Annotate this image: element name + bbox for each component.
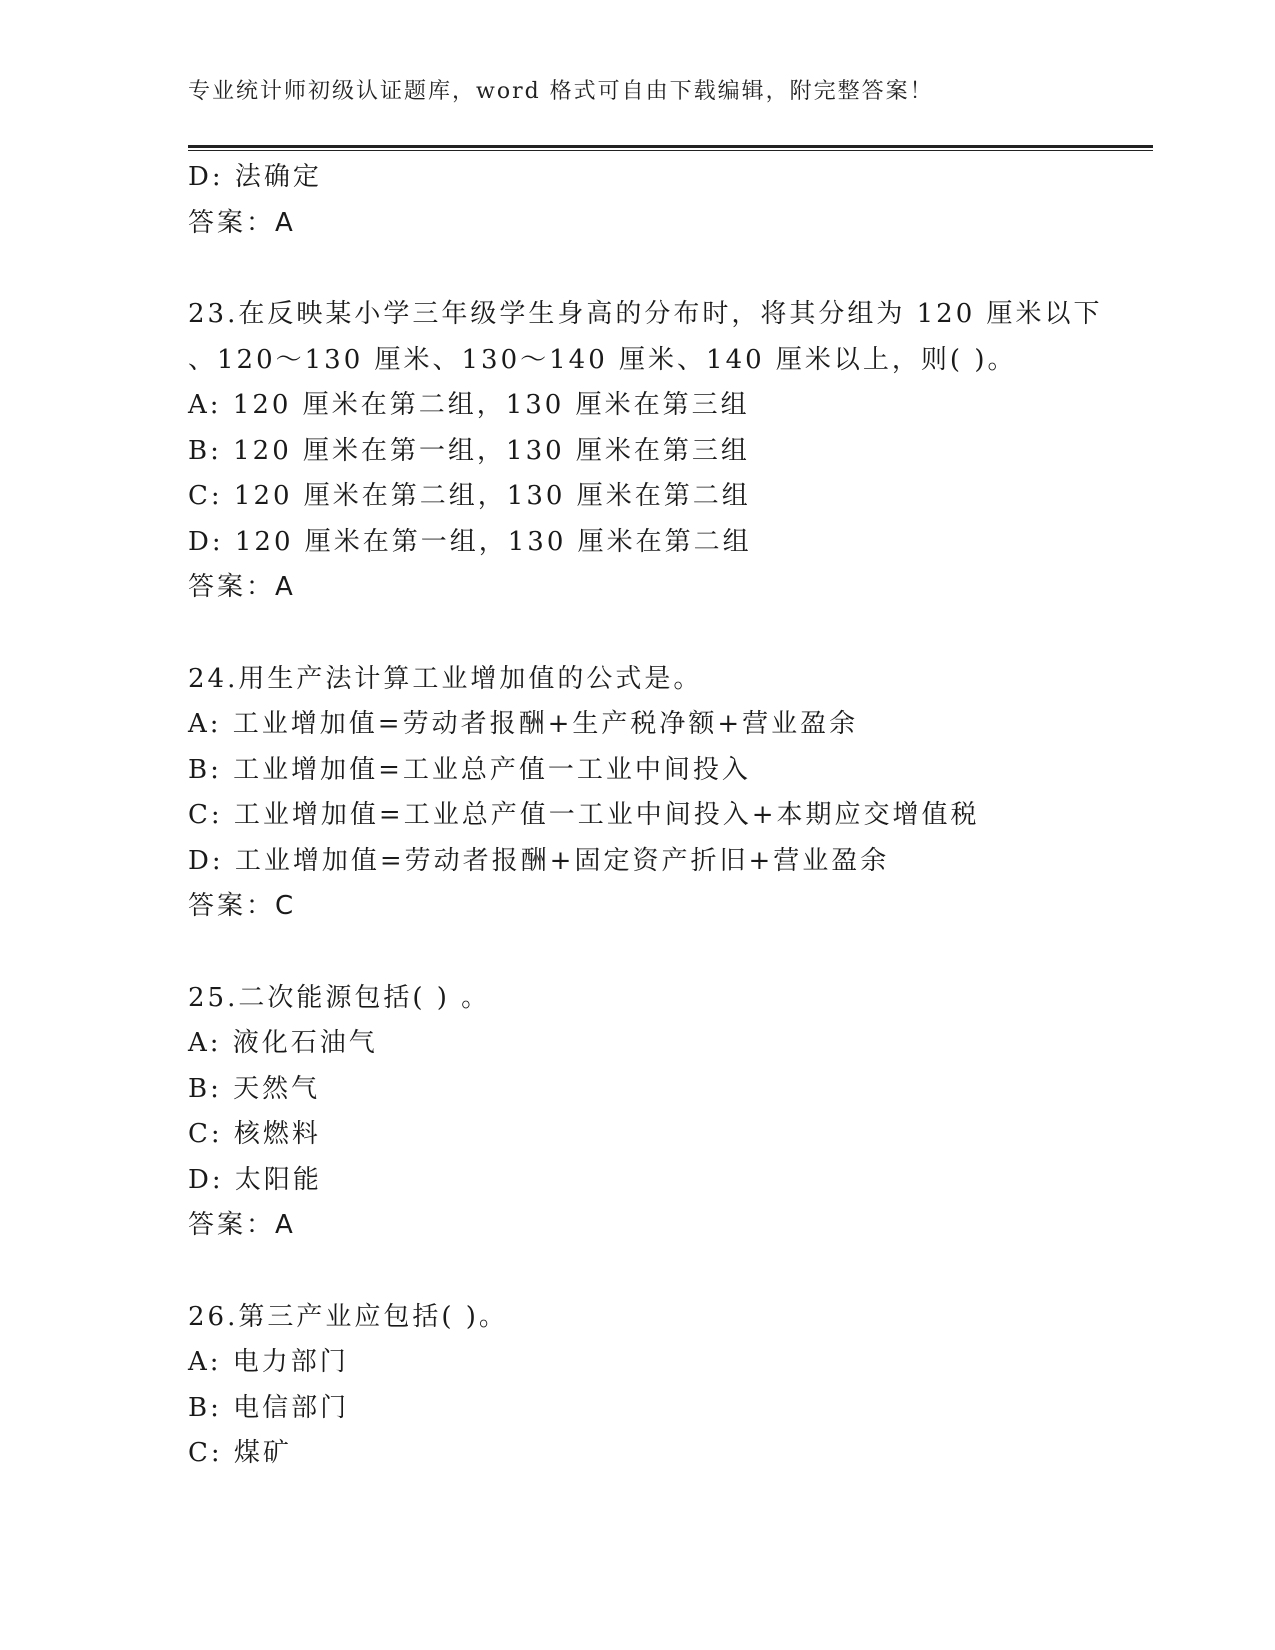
option-d: D: 120 厘米在第一组，130 厘米在第二组 <box>188 526 752 557</box>
option-c: C: 核燃料 <box>188 1119 321 1149</box>
answer: 答案：A <box>188 572 296 602</box>
question-24 <box>188 657 1108 930</box>
option-b: B: 工业增加值=工业总产值一工业中间投入 <box>188 754 751 785</box>
option-c: C: 煤矿 <box>188 1438 292 1468</box>
option-a: A: 工业增加值=劳动者报酬+生产税净额+营业盈余 <box>188 709 859 739</box>
answer: 答案：C <box>188 891 297 921</box>
option-c: C: 工业增加值=工业总产值一工业中间投入+本期应交增值税 <box>188 800 980 830</box>
question-stem-line: 23.在反映某小学三年级学生身高的分布时，将其分组为 120 厘米以下 <box>188 299 1103 329</box>
question-stem-line: 26.第三产业应包括( )。 <box>188 1301 508 1332</box>
answer-carryover: 答案：A <box>188 207 296 238</box>
document-body <box>188 155 1108 1477</box>
option-c: C: 120 厘米在第二组，130 厘米在第二组 <box>188 481 751 511</box>
question-stem-line: 25.二次能源包括( ) 。 <box>188 982 491 1013</box>
option-b: B: 天然气 <box>188 1073 321 1104</box>
option-d: D: 太阳能 <box>188 1164 322 1195</box>
answer: 答案：A <box>188 1210 296 1240</box>
question-stem-line: 、120～130 厘米、130～140 厘米、140 厘米以上，则( )。 <box>188 344 1017 375</box>
option-a: A: 120 厘米在第二组，130 厘米在第三组 <box>188 390 750 420</box>
option-d: D: 工业增加值=劳动者报酬+固定资产折旧+营业盈余 <box>188 845 890 876</box>
option-b: B: 电信部门 <box>188 1392 350 1423</box>
option-d-carryover: D: 法确定 <box>188 162 322 192</box>
option-a: A: 电力部门 <box>188 1347 349 1377</box>
question-23 <box>188 292 1108 611</box>
option-b: B: 120 厘米在第一组，130 厘米在第三组 <box>188 435 750 466</box>
option-a: A: 液化石油气 <box>188 1028 378 1058</box>
header-rule <box>188 145 1153 151</box>
question-stem-line: 24.用生产法计算工业增加值的公式是。 <box>188 663 703 694</box>
page-header: 专业统计师初级认证题库，word 格式可自由下载编辑，附完整答案！ <box>188 79 934 104</box>
question-25 <box>188 976 1108 1249</box>
question-26 <box>188 1295 1108 1477</box>
